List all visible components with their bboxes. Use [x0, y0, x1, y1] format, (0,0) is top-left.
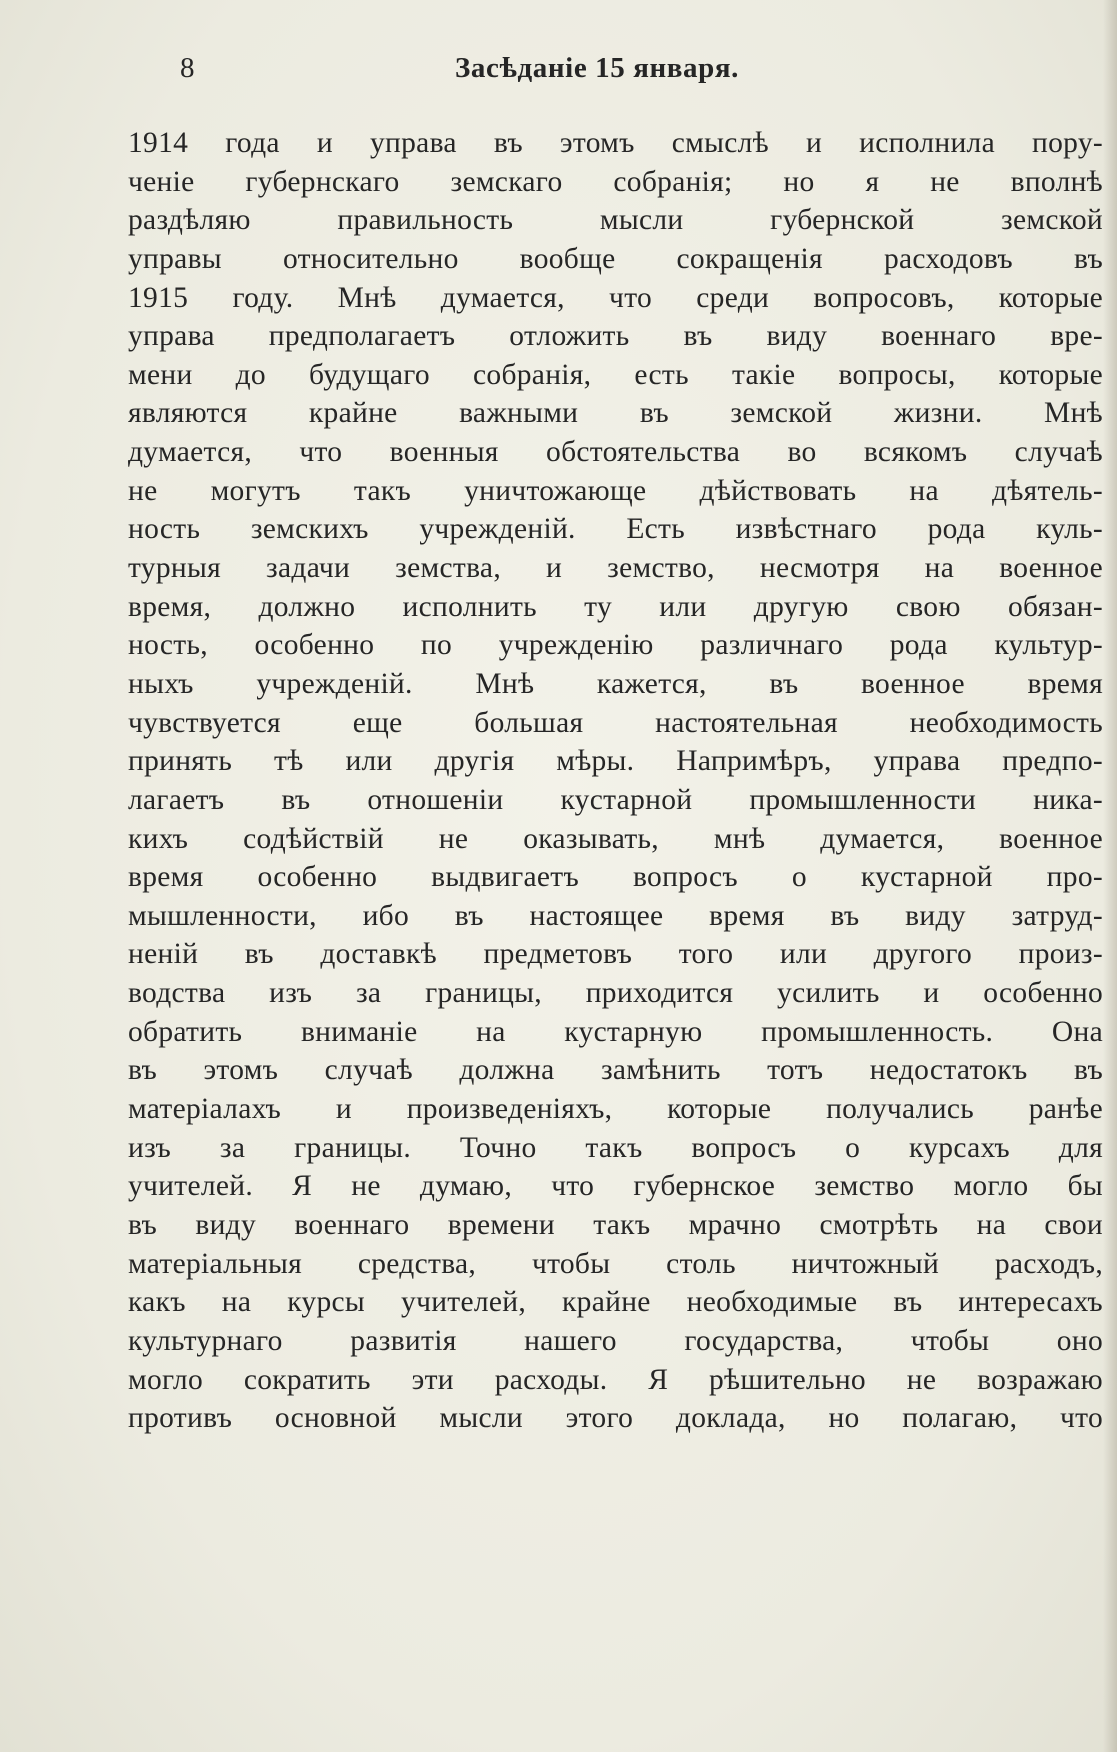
text-line: могло сократить эти расходы. Я рѣшительно не возражаю — [128, 1363, 1103, 1396]
text-line: не могутъ такъ уничтожающе дѣйствовать на дѣятель- — [128, 474, 1103, 507]
text-line: лагаетъ въ отношеніи кустарной промышленности ника- — [128, 783, 1103, 816]
text-line: раздѣляю правильность мысли губернской земской — [128, 204, 1103, 237]
text-line: управа предполагаетъ отложить въ виду военнаго вре- — [128, 320, 1103, 353]
text-line: думается, что военныя обстоятельства во всякомъ случаѣ — [128, 436, 1103, 469]
text-line: чувствуется еще большая настоятельная необходимость — [128, 706, 1103, 739]
text-line: культурнаго развитія нашего государства, чтобы оно — [128, 1324, 1103, 1357]
text-line: учителей. Я не думаю, что губернское земство могло бы — [128, 1170, 1103, 1203]
text-line: 1914 года и управа въ этомъ смыслѣ и исполнила пору- — [128, 127, 1103, 159]
running-title: Засѣданіе 15 января. — [455, 52, 740, 84]
text-line: ныхъ учрежденій. Мнѣ кажется, въ военное время — [128, 667, 1103, 700]
text-line: являются крайне важными въ земской жизни. Мнѣ — [128, 397, 1103, 430]
text-line: 1915 году. Мнѣ думается, что среди вопросовъ, которые — [128, 281, 1103, 314]
text-line: управы относительно вообще сокращенія расходовъ въ — [128, 242, 1103, 275]
text-line: матеріальныя средства, чтобы столь ничтожный расходъ, — [128, 1247, 1103, 1280]
text-line: мышленности, ибо въ настоящее время въ виду затруд- — [128, 899, 1103, 932]
text-line: какъ на курсы учителей, крайне необходимые въ интересахъ — [128, 1286, 1103, 1319]
text-line: время, должно исполнить ту или другую свою обязан- — [128, 590, 1103, 623]
text-line: въ этомъ случаѣ должна замѣнить тотъ недостатокъ въ — [128, 1054, 1103, 1087]
text-line: мени до будущаго собранія, есть такіе вопросы, которые — [128, 358, 1103, 391]
text-line: противъ основной мысли этого доклада, но полагаю, что — [128, 1402, 1103, 1435]
text-line: кихъ содѣйствій не оказывать, мнѣ думается, военное — [128, 822, 1103, 855]
page-edge-shadow — [1103, 0, 1117, 1752]
text-line: матеріалахъ и произведеніяхъ, которые получались ранѣе — [128, 1093, 1103, 1126]
body-text — [128, 124, 1103, 1438]
text-line: неній въ доставкѣ предметовъ того или другого произ- — [128, 938, 1103, 971]
text-line: принять тѣ или другія мѣры. Напримѣръ, управа предпо- — [128, 745, 1103, 778]
text-line: обратить вниманіе на кустарную промышленность. Она — [128, 1015, 1103, 1048]
text-line: ченіе губернскаго земскаго собранія; но я не вполнѣ — [128, 165, 1103, 198]
page-header — [0, 52, 1117, 92]
text-line: ность земскихъ учрежденій. Есть извѣстнаго рода куль- — [128, 513, 1103, 546]
text-line: изъ за границы. Точно такъ вопросъ о курсахъ для — [128, 1131, 1103, 1164]
text-line: въ виду военнаго времени такъ мрачно смотрѣть на свои — [128, 1208, 1103, 1241]
page-number: 8 — [180, 52, 195, 84]
text-line: ность, особенно по учрежденію различнаго рода культур- — [128, 629, 1103, 662]
text-line: водства изъ за границы, приходится усилить и особенно — [128, 977, 1103, 1010]
text-line: время особенно выдвигаетъ вопросъ о кустарной про- — [128, 861, 1103, 894]
text-line: турныя задачи земства, и земство, несмотря на военное — [128, 552, 1103, 585]
